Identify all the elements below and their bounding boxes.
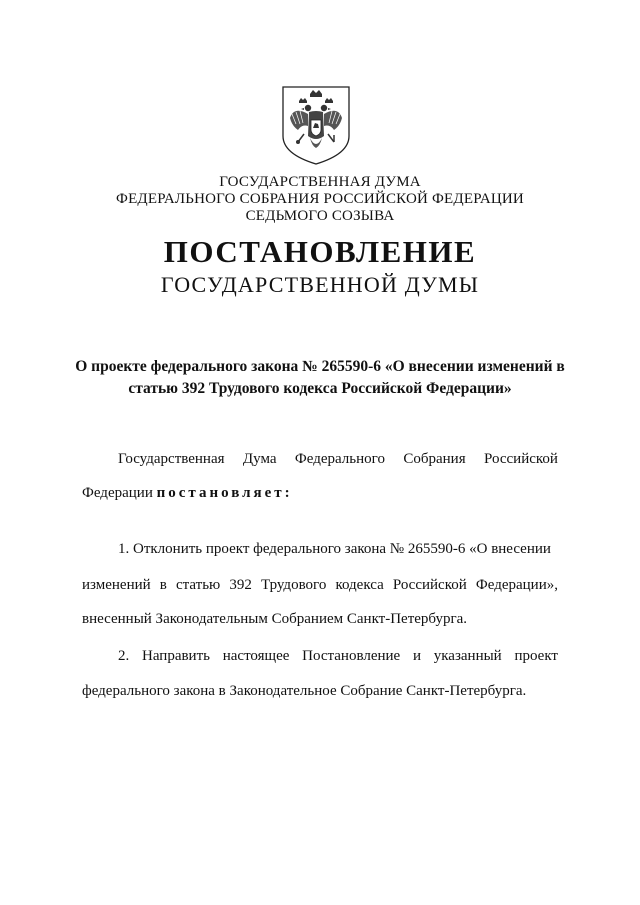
preamble-resolves: постановляет:	[156, 485, 293, 501]
document-subtitle: ГОСУДАРСТВЕННОЙ ДУМЫ	[160, 272, 480, 297]
subject-line-1: О проекте федерального закона № 265590-6 «О внесении изменений в	[75, 358, 565, 375]
org-line-convocation: СЕДЬМОГО СОЗЫВА	[245, 208, 395, 224]
item-2-word: Направить	[142, 648, 210, 664]
item-1-line-1: 1. Отклонить проект федерального закона № 265590-6 «О внесении	[118, 541, 551, 557]
item-2-word: Постановление	[302, 648, 401, 664]
preamble-line-1	[118, 451, 558, 468]
item-1-word: 392	[229, 577, 252, 593]
subject-line-2: статью 392 Трудового кодекса Российской Федерации»	[128, 380, 512, 397]
item-1-word: кодекса	[335, 577, 384, 593]
item-1-word: Федерации»,	[475, 577, 558, 593]
preamble-line-2	[82, 485, 558, 502]
preamble-word: Собрания	[403, 451, 466, 467]
preamble-word: Российской	[484, 451, 558, 467]
item-2-word: 2.	[118, 648, 130, 664]
preamble-word: Федерального	[294, 451, 385, 467]
item-2-line-2: федерального закона в Законодательное Собрание Санкт-Петербурга.	[82, 683, 527, 699]
item-2-word: настоящее	[222, 648, 290, 664]
item-2-line-1	[118, 648, 558, 665]
org-line-federal-assembly: ФЕДЕРАЛЬНОГО СОБРАНИЯ РОССИЙСКОЙ ФЕДЕРАЦИИ	[116, 191, 524, 207]
coat-of-arms-icon	[280, 84, 352, 166]
item-1-word: изменений	[82, 577, 151, 593]
item-1-line-3: внесенный Законодательным Собранием Санкт-Петербурга.	[82, 611, 468, 627]
item-1-word: Российской	[392, 577, 467, 593]
item-1-word: статью	[175, 577, 221, 593]
preamble-text: Федерации	[82, 485, 153, 501]
preamble-word: Дума	[242, 451, 277, 467]
item-1-line-2	[82, 577, 558, 594]
item-1-word: Трудового	[260, 577, 327, 593]
item-1-word: в	[159, 577, 167, 593]
item-2-word: указанный	[433, 648, 502, 664]
preamble-word: Государственная	[118, 451, 225, 467]
item-2-word: проект	[514, 648, 558, 664]
org-line-state-duma: ГОСУДАРСТВЕННАЯ ДУМА	[219, 174, 421, 190]
document-title: ПОСТАНОВЛЕНИЕ	[163, 234, 477, 269]
item-2-word: и	[412, 648, 421, 664]
